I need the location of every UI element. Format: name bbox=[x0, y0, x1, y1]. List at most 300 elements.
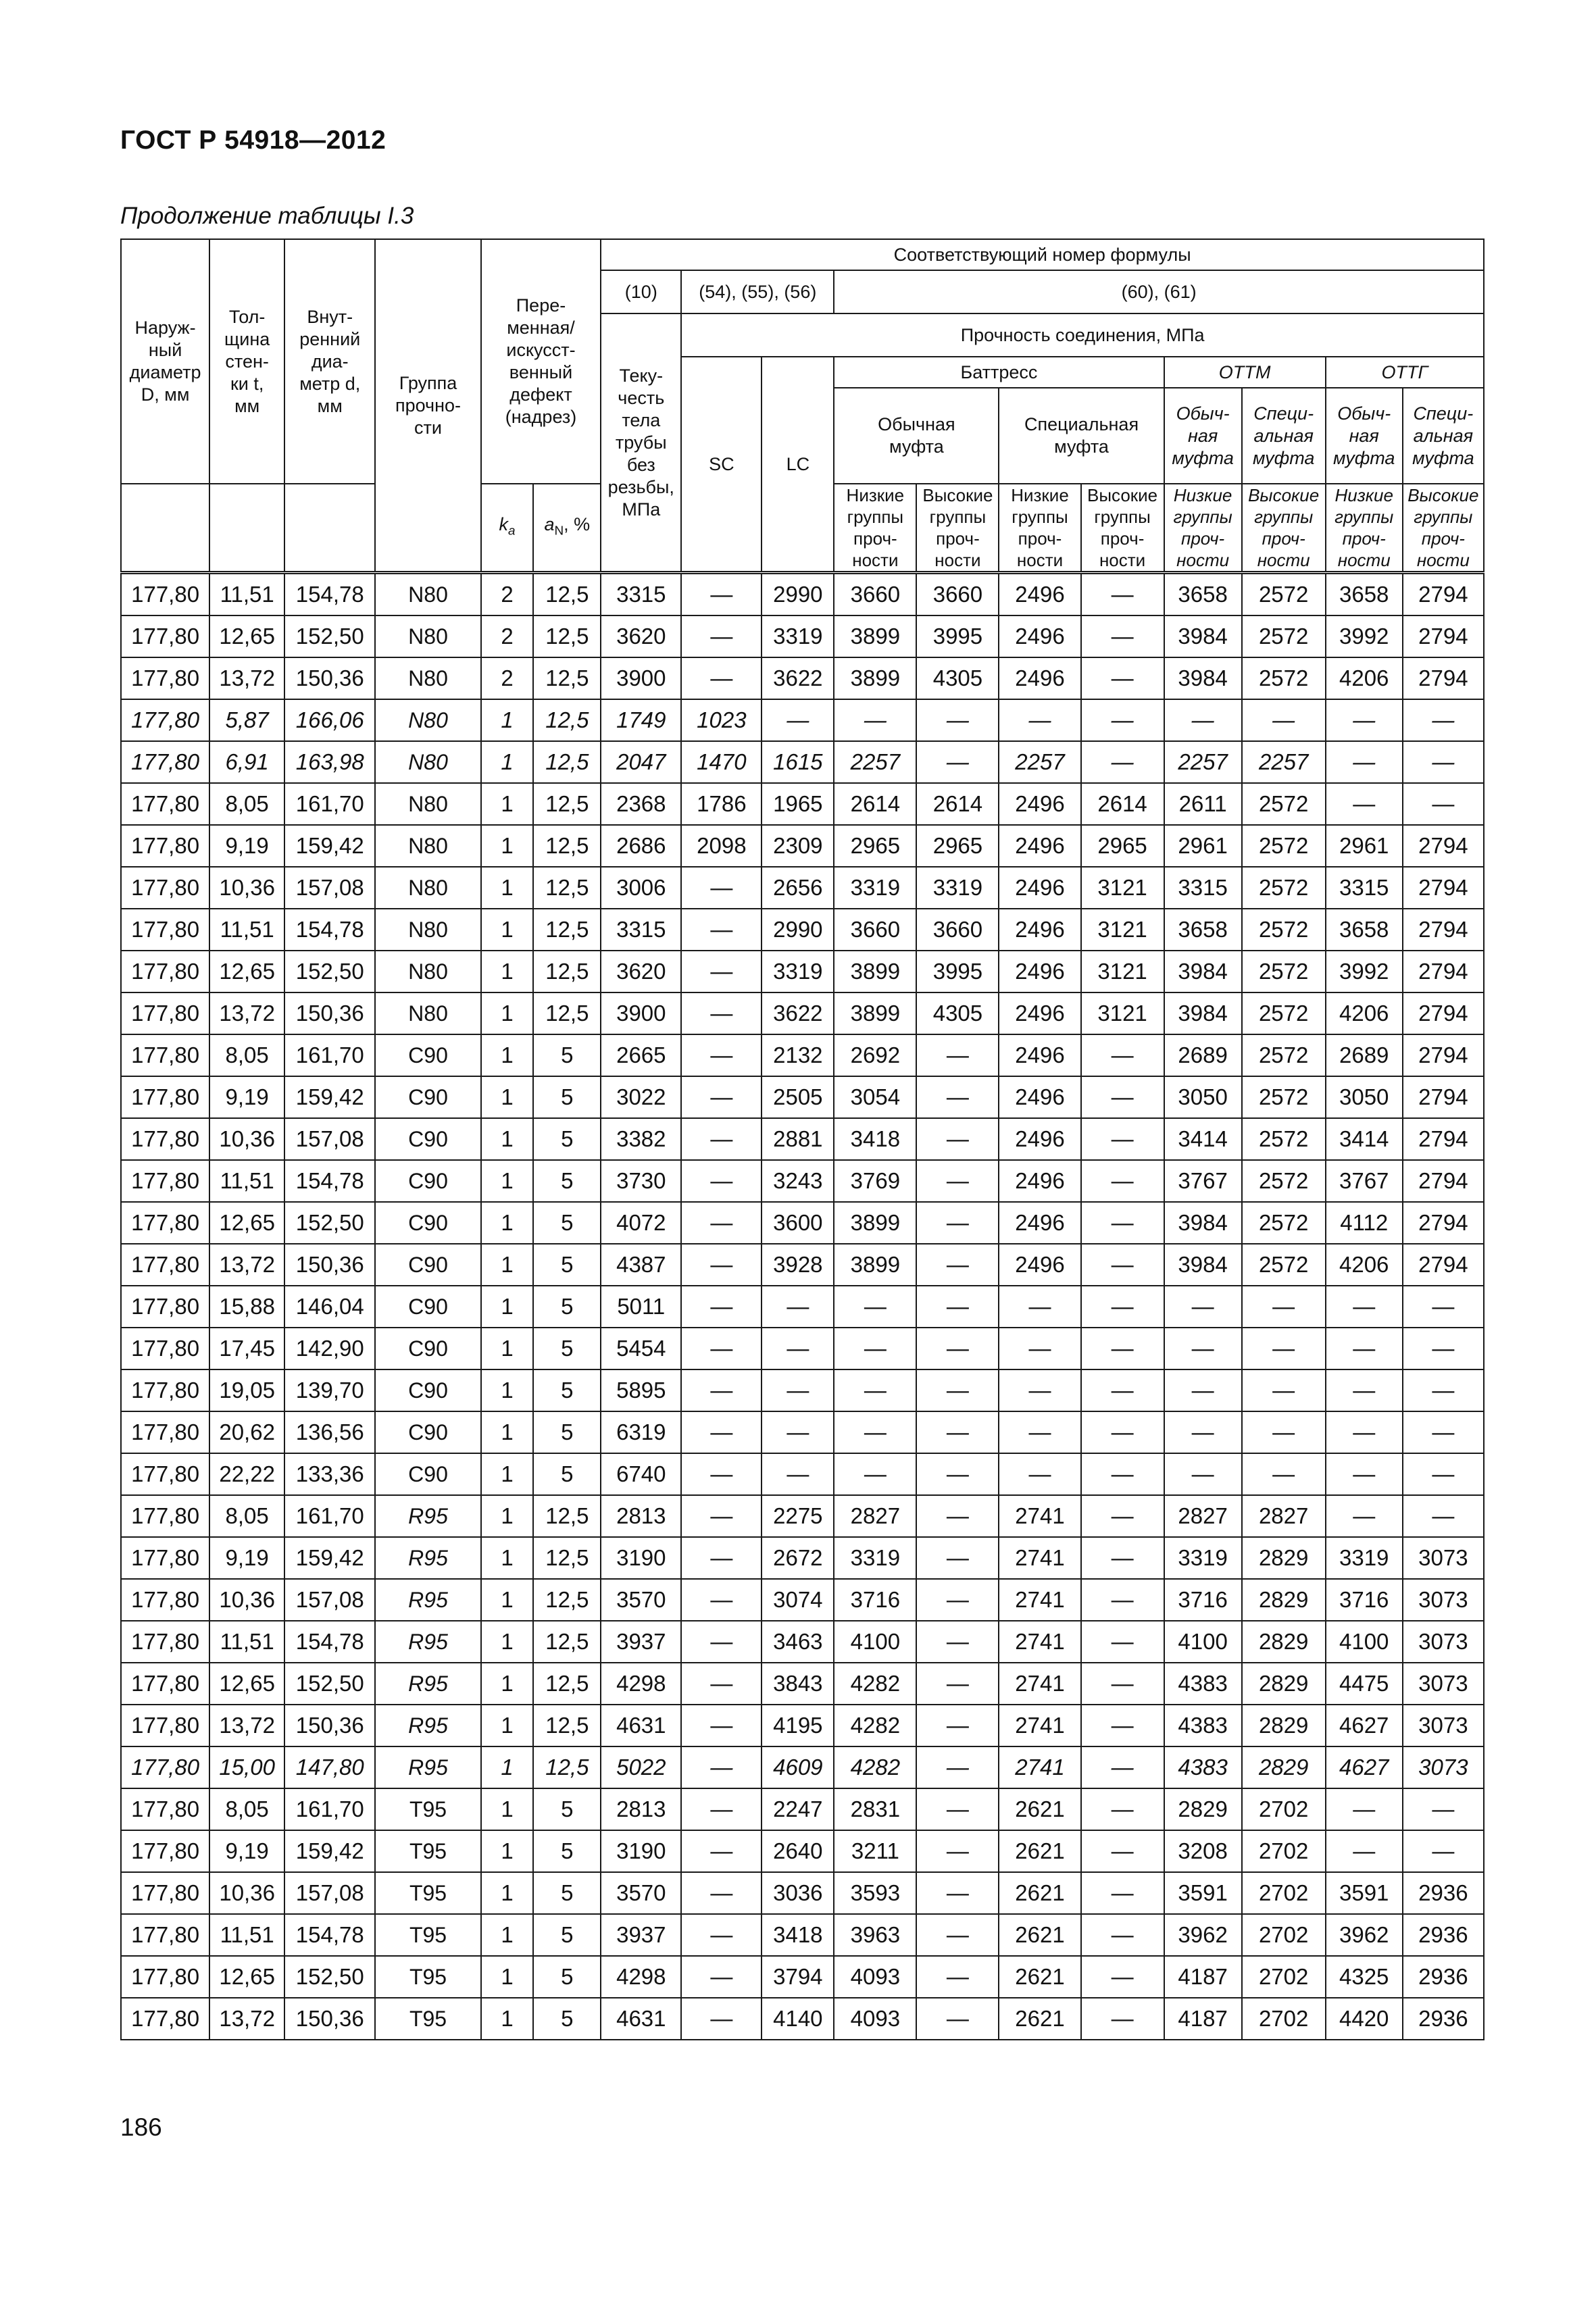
table-cell: 1 bbox=[481, 1495, 534, 1537]
table-row bbox=[121, 1202, 1484, 1244]
table-cell: 4631 bbox=[601, 1998, 681, 2040]
table-cell: 4093 bbox=[834, 1998, 916, 2040]
table-cell: N80 bbox=[375, 783, 480, 825]
table-row bbox=[121, 1914, 1484, 1956]
table-cell: 177,80 bbox=[121, 992, 209, 1034]
table-cell: 3315 bbox=[1164, 867, 1242, 909]
table-cell: 2965 bbox=[1081, 825, 1164, 867]
table-cell: 2936 bbox=[1403, 1914, 1484, 1956]
table-cell: — bbox=[1326, 1495, 1403, 1537]
table-cell: 3660 bbox=[916, 573, 999, 616]
table-cell: — bbox=[1164, 1411, 1242, 1453]
table-cell: 3899 bbox=[834, 951, 916, 992]
table-cell: — bbox=[916, 1328, 999, 1369]
table-cell: 4609 bbox=[762, 1746, 834, 1788]
table-cell: 2496 bbox=[999, 909, 1080, 951]
header-buttress-regular-high: Высокие группы проч- ности bbox=[916, 484, 999, 573]
table-cell: 1 bbox=[481, 1705, 534, 1746]
table-cell: 3006 bbox=[601, 867, 681, 909]
table-cell: — bbox=[1081, 615, 1164, 657]
table-cell: — bbox=[681, 1160, 762, 1202]
table-cell: 4627 bbox=[1326, 1746, 1403, 1788]
table-cell: — bbox=[681, 573, 762, 616]
header-formula-10: (10) bbox=[601, 270, 681, 313]
table-cell: 2794 bbox=[1403, 657, 1484, 699]
table-cell: 12,5 bbox=[533, 825, 601, 867]
table-cell: — bbox=[916, 1788, 999, 1830]
table-cell: 4140 bbox=[762, 1998, 834, 2040]
table-cell: C90 bbox=[375, 1118, 480, 1160]
table-cell: 177,80 bbox=[121, 741, 209, 783]
table-row bbox=[121, 1537, 1484, 1579]
table-cell: — bbox=[1403, 1411, 1484, 1453]
table-cell: 177,80 bbox=[121, 699, 209, 741]
table-cell: 5895 bbox=[601, 1369, 681, 1411]
table-cell: 3899 bbox=[834, 615, 916, 657]
table-cell: 133,36 bbox=[284, 1453, 375, 1495]
table-cell: — bbox=[916, 741, 999, 783]
table-cell: 3319 bbox=[762, 615, 834, 657]
table-row bbox=[121, 1663, 1484, 1705]
table-cell: 4383 bbox=[1164, 1663, 1242, 1705]
table-cell: 3073 bbox=[1403, 1537, 1484, 1579]
table-cell: — bbox=[762, 1411, 834, 1453]
table-cell: — bbox=[681, 1830, 762, 1872]
table-cell: 147,80 bbox=[284, 1746, 375, 1788]
table-cell: 2257 bbox=[999, 741, 1080, 783]
table-cell: 3794 bbox=[762, 1956, 834, 1998]
header-special-coupling: Специальная муфта bbox=[999, 388, 1164, 484]
table-cell: 3570 bbox=[601, 1579, 681, 1621]
table-row bbox=[121, 1746, 1484, 1788]
table-cell: 1 bbox=[481, 1788, 534, 1830]
table-cell: 1 bbox=[481, 909, 534, 951]
table-cell: 1 bbox=[481, 1998, 534, 2040]
table-cell: 1 bbox=[481, 1579, 534, 1621]
table-cell: 3730 bbox=[601, 1160, 681, 1202]
table-cell: 1 bbox=[481, 1914, 534, 1956]
table-cell: 2572 bbox=[1242, 825, 1326, 867]
table-cell: 3315 bbox=[1326, 867, 1403, 909]
table-cell: — bbox=[834, 1286, 916, 1328]
table-row bbox=[121, 615, 1484, 657]
table-cell: 5 bbox=[533, 1830, 601, 1872]
table-cell: 11,51 bbox=[209, 573, 284, 616]
table-cell: 3984 bbox=[1164, 615, 1242, 657]
header-ottm-special: Специ- альная муфта bbox=[1242, 388, 1326, 484]
table-cell: 3418 bbox=[762, 1914, 834, 1956]
table-cell: — bbox=[1081, 1118, 1164, 1160]
table-cell: — bbox=[916, 1453, 999, 1495]
table-cell: 13,72 bbox=[209, 1244, 284, 1286]
table-cell: 3716 bbox=[834, 1579, 916, 1621]
table-row bbox=[121, 1118, 1484, 1160]
table-cell: 1 bbox=[481, 1034, 534, 1076]
table-cell: 2621 bbox=[999, 1956, 1080, 1998]
table-cell: 3992 bbox=[1326, 615, 1403, 657]
table-cell: 2496 bbox=[999, 867, 1080, 909]
table-cell: — bbox=[681, 1579, 762, 1621]
table-cell: 154,78 bbox=[284, 573, 375, 616]
table-cell: 177,80 bbox=[121, 573, 209, 616]
table-cell: 2813 bbox=[601, 1788, 681, 1830]
table-cell: 2496 bbox=[999, 1118, 1080, 1160]
table-cell: 159,42 bbox=[284, 1537, 375, 1579]
table-cell: 152,50 bbox=[284, 1956, 375, 1998]
table-cell: 161,70 bbox=[284, 783, 375, 825]
table-cell: 12,5 bbox=[533, 657, 601, 699]
table-cell: 12,65 bbox=[209, 1202, 284, 1244]
table-cell: 5 bbox=[533, 1202, 601, 1244]
table-cell: 3984 bbox=[1164, 1202, 1242, 1244]
table-cell: 166,06 bbox=[284, 699, 375, 741]
table-cell: 12,5 bbox=[533, 783, 601, 825]
table-cell: 3620 bbox=[601, 615, 681, 657]
table-cell: — bbox=[762, 1369, 834, 1411]
table-cell: 146,04 bbox=[284, 1286, 375, 1328]
table-cell: 2741 bbox=[999, 1579, 1080, 1621]
table-cell: 177,80 bbox=[121, 615, 209, 657]
table-cell: 5454 bbox=[601, 1328, 681, 1369]
table-cell: 152,50 bbox=[284, 615, 375, 657]
table-cell: — bbox=[1242, 1328, 1326, 1369]
table-cell: — bbox=[1403, 1788, 1484, 1830]
table-cell: 2702 bbox=[1242, 1830, 1326, 1872]
table-cell: 3658 bbox=[1164, 909, 1242, 951]
table-cell: — bbox=[1081, 1411, 1164, 1453]
table-cell: — bbox=[916, 1202, 999, 1244]
table-cell: 12,65 bbox=[209, 1956, 284, 1998]
table-cell: 12,5 bbox=[533, 867, 601, 909]
table-cell: — bbox=[681, 1788, 762, 1830]
table-row bbox=[121, 909, 1484, 951]
table-cell: — bbox=[916, 699, 999, 741]
table-cell: 11,51 bbox=[209, 1621, 284, 1663]
table-cell: 4282 bbox=[834, 1663, 916, 1705]
table-cell: 4206 bbox=[1326, 657, 1403, 699]
header-ka: $k_a$ bbox=[481, 484, 534, 573]
table-cell: 8,05 bbox=[209, 1788, 284, 1830]
table-cell: 4627 bbox=[1326, 1705, 1403, 1746]
header-formula-54-55-56: (54), (55), (56) bbox=[681, 270, 834, 313]
table-cell: 1 bbox=[481, 1076, 534, 1118]
table-cell: 150,36 bbox=[284, 1244, 375, 1286]
table-cell: 3073 bbox=[1403, 1621, 1484, 1663]
table-cell: — bbox=[916, 1369, 999, 1411]
table-cell: 2047 bbox=[601, 741, 681, 783]
table-cell: — bbox=[762, 1328, 834, 1369]
table-cell: — bbox=[999, 1328, 1080, 1369]
table-cell: 1 bbox=[481, 783, 534, 825]
table-cell: 177,80 bbox=[121, 1495, 209, 1537]
table-cell: 12,5 bbox=[533, 909, 601, 951]
table-cell: 10,36 bbox=[209, 867, 284, 909]
table-cell: 2640 bbox=[762, 1830, 834, 1872]
table-cell: — bbox=[1403, 1369, 1484, 1411]
table-cell: — bbox=[681, 1411, 762, 1453]
table-cell: 2621 bbox=[999, 1830, 1080, 1872]
table-cell: 13,72 bbox=[209, 992, 284, 1034]
header-blank-wall-thickness bbox=[209, 484, 284, 573]
header-blank-outer-diameter bbox=[121, 484, 209, 573]
table-cell: 3050 bbox=[1164, 1076, 1242, 1118]
table-cell: 3190 bbox=[601, 1830, 681, 1872]
table-cell: 157,08 bbox=[284, 1579, 375, 1621]
header-ottm-regular: Обыч- ная муфта bbox=[1164, 388, 1242, 484]
table-cell: 3319 bbox=[1164, 1537, 1242, 1579]
table-cell: 3073 bbox=[1403, 1746, 1484, 1788]
table-cell: 2794 bbox=[1403, 615, 1484, 657]
table-row bbox=[121, 1579, 1484, 1621]
table-cell: 3382 bbox=[601, 1118, 681, 1160]
table-cell: 177,80 bbox=[121, 1537, 209, 1579]
table-cell: 177,80 bbox=[121, 909, 209, 951]
table-cell: — bbox=[762, 1286, 834, 1328]
header-sc: SC bbox=[681, 357, 762, 573]
table-cell: 4298 bbox=[601, 1663, 681, 1705]
table-cell: 2689 bbox=[1164, 1034, 1242, 1076]
table-cell: — bbox=[1081, 1453, 1164, 1495]
table-cell: 2621 bbox=[999, 1872, 1080, 1914]
table-cell: 3937 bbox=[601, 1914, 681, 1956]
table-cell: R95 bbox=[375, 1495, 480, 1537]
table-cell: C90 bbox=[375, 1411, 480, 1453]
table-cell: 177,80 bbox=[121, 1202, 209, 1244]
header-buttress-regular-low: Низкие группы проч- ности bbox=[834, 484, 916, 573]
table-cell: 12,65 bbox=[209, 1663, 284, 1705]
table-cell: — bbox=[916, 1411, 999, 1453]
table-cell: 12,5 bbox=[533, 992, 601, 1034]
table-cell: — bbox=[1081, 1076, 1164, 1118]
table-cell: 4282 bbox=[834, 1705, 916, 1746]
header-formula-60-61: (60), (61) bbox=[834, 270, 1484, 313]
table-cell: 4093 bbox=[834, 1956, 916, 1998]
table-cell: 2 bbox=[481, 573, 534, 616]
table-cell: 2496 bbox=[999, 992, 1080, 1034]
table-cell: 4282 bbox=[834, 1746, 916, 1788]
table-cell: R95 bbox=[375, 1579, 480, 1621]
header-ottg-special: Специ- альная муфта bbox=[1403, 388, 1484, 484]
header-buttress-special-high: Высокие группы проч- ности bbox=[1081, 484, 1164, 573]
table-cell: 2257 bbox=[1242, 741, 1326, 783]
table-cell: 3211 bbox=[834, 1830, 916, 1872]
table-cell: 5 bbox=[533, 1369, 601, 1411]
table-cell: 3658 bbox=[1164, 573, 1242, 616]
table-cell: 177,80 bbox=[121, 1788, 209, 1830]
table-cell: 2496 bbox=[999, 1076, 1080, 1118]
table-cell: 177,80 bbox=[121, 1914, 209, 1956]
table-cell: 2829 bbox=[1242, 1663, 1326, 1705]
table-cell: 2572 bbox=[1242, 992, 1326, 1034]
table-cell: 2702 bbox=[1242, 1998, 1326, 2040]
table-cell: 4475 bbox=[1326, 1663, 1403, 1705]
table-cell: 11,51 bbox=[209, 909, 284, 951]
table-cell: — bbox=[1242, 699, 1326, 741]
table-cell: 152,50 bbox=[284, 1202, 375, 1244]
table-cell: 1 bbox=[481, 1411, 534, 1453]
table-cell: 12,5 bbox=[533, 1579, 601, 1621]
table-cell: 12,5 bbox=[533, 1495, 601, 1537]
table-cell: — bbox=[1242, 1411, 1326, 1453]
table-cell: 2936 bbox=[1403, 1872, 1484, 1914]
table-cell: — bbox=[681, 1663, 762, 1705]
table-cell: — bbox=[1081, 1202, 1164, 1244]
table-cell: 2572 bbox=[1242, 1076, 1326, 1118]
table-cell: 2990 bbox=[762, 909, 834, 951]
table-cell: 2702 bbox=[1242, 1914, 1326, 1956]
table-cell: 177,80 bbox=[121, 1830, 209, 1872]
table-cell: — bbox=[681, 1034, 762, 1076]
table-cell: C90 bbox=[375, 1160, 480, 1202]
table-cell: — bbox=[916, 1956, 999, 1998]
table-cell: N80 bbox=[375, 992, 480, 1034]
table-cell: — bbox=[681, 615, 762, 657]
table-row bbox=[121, 992, 1484, 1034]
table-cell: 154,78 bbox=[284, 1621, 375, 1663]
table-cell: — bbox=[762, 699, 834, 741]
table-cell: — bbox=[1081, 699, 1164, 741]
table-cell: — bbox=[916, 1998, 999, 2040]
table-cell: 3843 bbox=[762, 1663, 834, 1705]
table-cell: 154,78 bbox=[284, 1914, 375, 1956]
table-row bbox=[121, 1453, 1484, 1495]
table-cell: 5 bbox=[533, 1244, 601, 1286]
table-cell: — bbox=[681, 1705, 762, 1746]
table-cell: — bbox=[916, 1914, 999, 1956]
table-row bbox=[121, 825, 1484, 867]
table-cell: 9,19 bbox=[209, 1830, 284, 1872]
table-cell: 2572 bbox=[1242, 1160, 1326, 1202]
table-cell: 10,36 bbox=[209, 1118, 284, 1160]
table-cell: — bbox=[1081, 1746, 1164, 1788]
table-cell: 22,22 bbox=[209, 1453, 284, 1495]
table-cell: 5 bbox=[533, 1998, 601, 2040]
table-cell: N80 bbox=[375, 657, 480, 699]
table-cell: 2936 bbox=[1403, 1998, 1484, 2040]
header-strength-group: Группа прочно- сти bbox=[375, 239, 480, 573]
table-row bbox=[121, 657, 1484, 699]
table-cell: 177,80 bbox=[121, 1411, 209, 1453]
table-cell: N80 bbox=[375, 699, 480, 741]
table-cell: N80 bbox=[375, 909, 480, 951]
table-cell: 2621 bbox=[999, 1788, 1080, 1830]
table-cell: 177,80 bbox=[121, 1369, 209, 1411]
table-cell: 2827 bbox=[1164, 1495, 1242, 1537]
table-cell: — bbox=[1081, 1788, 1164, 1830]
table-cell: 2794 bbox=[1403, 1244, 1484, 1286]
table-cell: — bbox=[681, 1286, 762, 1328]
table-cell: 3716 bbox=[1164, 1579, 1242, 1621]
header-yield-body: Теку- честь тела трубы без резьбы, МПа bbox=[601, 313, 681, 573]
table-cell: 3050 bbox=[1326, 1076, 1403, 1118]
table-cell: 1470 bbox=[681, 741, 762, 783]
table-cell: 2702 bbox=[1242, 1788, 1326, 1830]
header-ottg-special-high: Высокие группы проч- ности bbox=[1403, 484, 1484, 573]
table-cell: — bbox=[1081, 1369, 1164, 1411]
table-cell: 5011 bbox=[601, 1286, 681, 1328]
table-cell: — bbox=[1403, 1286, 1484, 1328]
table-cell: 3622 bbox=[762, 657, 834, 699]
table-cell: 3963 bbox=[834, 1914, 916, 1956]
table-row bbox=[121, 1788, 1484, 1830]
table-cell: 5,87 bbox=[209, 699, 284, 741]
table-cell: 3660 bbox=[834, 573, 916, 616]
table-cell: 163,98 bbox=[284, 741, 375, 783]
table-cell: 2309 bbox=[762, 825, 834, 867]
table-cell: 2496 bbox=[999, 1034, 1080, 1076]
table-cell: 3593 bbox=[834, 1872, 916, 1914]
table-cell: 3073 bbox=[1403, 1663, 1484, 1705]
table-cell: — bbox=[681, 909, 762, 951]
table-cell: — bbox=[1326, 1328, 1403, 1369]
header-wall-thickness: Тол- щина стен- ки t, мм bbox=[209, 239, 284, 484]
table-cell: 8,05 bbox=[209, 1495, 284, 1537]
table-cell: 15,88 bbox=[209, 1286, 284, 1328]
table-cell: — bbox=[1081, 1579, 1164, 1621]
table-cell: 2689 bbox=[1326, 1034, 1403, 1076]
header-inner-diameter: Внут- ренний диа- метр d, мм bbox=[284, 239, 375, 484]
table-cell: 177,80 bbox=[121, 1453, 209, 1495]
table-cell: 177,80 bbox=[121, 1746, 209, 1788]
table-cell: — bbox=[1081, 1034, 1164, 1076]
table-cell: 1 bbox=[481, 825, 534, 867]
table-cell: 2098 bbox=[681, 825, 762, 867]
table-row bbox=[121, 741, 1484, 783]
table-row bbox=[121, 1328, 1484, 1369]
table-cell: 3121 bbox=[1081, 951, 1164, 992]
table-row bbox=[121, 573, 1484, 616]
table-row bbox=[121, 1495, 1484, 1537]
table-row bbox=[121, 699, 1484, 741]
table-cell: — bbox=[834, 1328, 916, 1369]
table-cell: 150,36 bbox=[284, 1998, 375, 2040]
table-cell: — bbox=[1081, 1663, 1164, 1705]
table-cell: 2829 bbox=[1242, 1705, 1326, 1746]
table-cell: 177,80 bbox=[121, 1286, 209, 1328]
table-cell: — bbox=[1081, 657, 1164, 699]
table-cell: R95 bbox=[375, 1705, 480, 1746]
table-cell: — bbox=[999, 699, 1080, 741]
table-cell: 1965 bbox=[762, 783, 834, 825]
table-cell: 2572 bbox=[1242, 1034, 1326, 1076]
table-cell: 15,00 bbox=[209, 1746, 284, 1788]
table-cell: 3074 bbox=[762, 1579, 834, 1621]
table-row bbox=[121, 1369, 1484, 1411]
header-formula-number: Соответствующий номер формулы bbox=[601, 239, 1484, 270]
table-cell: 177,80 bbox=[121, 1663, 209, 1705]
table-row bbox=[121, 783, 1484, 825]
table-cell: 2741 bbox=[999, 1705, 1080, 1746]
table-cell: 2794 bbox=[1403, 1076, 1484, 1118]
table-cell: 12,5 bbox=[533, 699, 601, 741]
table-cell: 4420 bbox=[1326, 1998, 1403, 2040]
table-row bbox=[121, 1034, 1484, 1076]
table-cell: — bbox=[834, 1369, 916, 1411]
table-cell: 3900 bbox=[601, 992, 681, 1034]
table-row bbox=[121, 1244, 1484, 1286]
table-cell: 3319 bbox=[834, 1537, 916, 1579]
table-cell: 13,72 bbox=[209, 1705, 284, 1746]
table-cell: — bbox=[762, 1453, 834, 1495]
table-cell: 5 bbox=[533, 1034, 601, 1076]
table-cell: 3937 bbox=[601, 1621, 681, 1663]
table-cell: 1 bbox=[481, 1830, 534, 1872]
table-cell: 3208 bbox=[1164, 1830, 1242, 1872]
table-cell: 3984 bbox=[1164, 951, 1242, 992]
table-cell: 12,5 bbox=[533, 741, 601, 783]
table-cell: 2794 bbox=[1403, 909, 1484, 951]
table-cell: 12,5 bbox=[533, 615, 601, 657]
